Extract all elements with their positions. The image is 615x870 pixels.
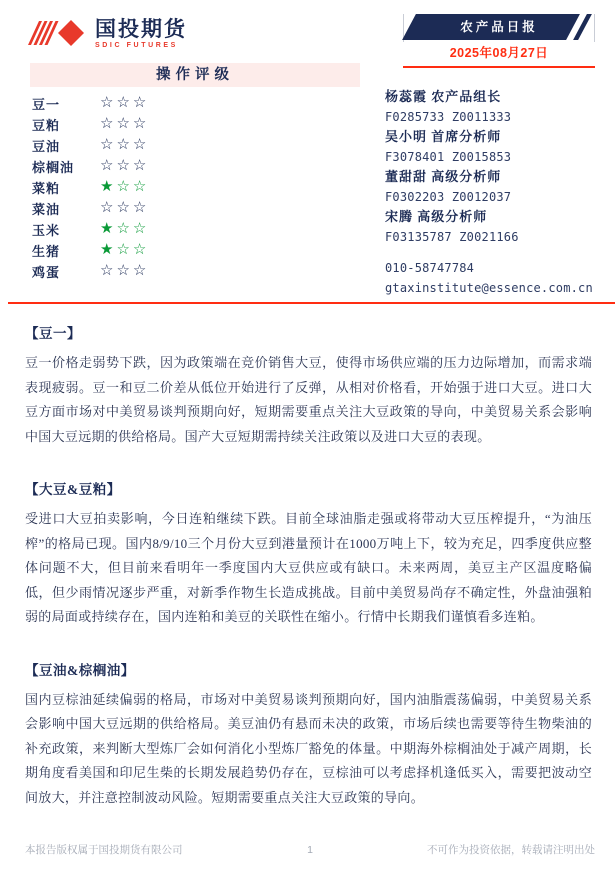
contact-phone: 010-58747784 bbox=[385, 261, 475, 275]
logo-company-name-en: SDIC FUTURES bbox=[95, 41, 178, 49]
rating-commodity-label: 菜粕 bbox=[32, 181, 61, 196]
analysts-panel bbox=[385, 87, 601, 298]
rating-commodity-label: 生猪 bbox=[32, 244, 61, 259]
rating-stars: ★☆☆ bbox=[100, 221, 150, 237]
analyst-license-ids: F3078401 Z0015853 bbox=[385, 150, 512, 164]
logo-mark-icon bbox=[28, 16, 86, 50]
rating-commodity-label: 棕榈油 bbox=[32, 160, 75, 175]
rating-row bbox=[30, 156, 360, 177]
commentary-sections bbox=[25, 322, 592, 839]
brand-logo bbox=[28, 16, 187, 50]
rating-commodity-label: 豆一 bbox=[32, 97, 61, 112]
rating-commodity-label: 鸡蛋 bbox=[32, 265, 61, 280]
analyst-license-ids: F03135787 Z0021166 bbox=[385, 230, 519, 244]
rating-row bbox=[30, 93, 360, 114]
section-body: 受进口大豆拍卖影响，今日连粕继续下跌。目前全球油脂走强或将带动大豆压榨提升，“为油压榨”的格局已现。国内8/9/10三个月份大豆到港量预计在1000万吨上下，较为充足，四季度供应整体问题不大，但目前来看明年一季度国内大豆供应或有缺口。未来两周，美豆主产区温度略偏低，但少雨情况逐步严重，对新季作物生长造成挑战。目前中美贸易尚存不确定性，外盘油强粕弱的局面或持续存在，国内连粕和美豆的关联性在缩小。行情中长期我们谨慎看多连粕。 bbox=[25, 511, 592, 624]
rating-commodity-label: 菜油 bbox=[32, 202, 61, 217]
rating-stars: ☆☆☆ bbox=[100, 200, 150, 216]
footer-disclaimer: 不可作为投资依据，转载请注明出处 bbox=[427, 844, 595, 856]
commentary-section bbox=[25, 659, 592, 811]
header-separator-rule bbox=[8, 302, 615, 304]
analyst-license-ids: F0302203 Z0012037 bbox=[385, 190, 512, 204]
contact-email[interactable]: gtaxinstitute@essence.com.cn bbox=[385, 281, 593, 295]
commentary-section bbox=[25, 322, 592, 449]
section-body: 国内豆棕油延续偏弱的格局，市场对中美贸易谈判预期向好，国内油脂震荡偏弱，中美贸易关系会影响中国大豆远期的供给格局。美豆油仍有悬而未决的政策，市场后续也需要等待生物柴油的补充政策，来判断大型炼厂会如何消化小型炼厂豁免的体量。中期海外棕榈油处于减产周期，长期角度看美国和印尼生柴的长期发展趋势仍存在，豆棕油可以考虑择机逢低买入，需要把波动空间放大，并注意控制波动风险。短期需要重点关注大豆政策的导向。 bbox=[25, 691, 592, 805]
footer-page-number: 1 bbox=[307, 843, 313, 856]
logo-text bbox=[95, 18, 187, 49]
footer-copyright: 本报告版权属于国投期货有限公司 bbox=[25, 844, 183, 856]
rating-commodity-label: 豆粕 bbox=[32, 118, 61, 133]
ratings-list bbox=[30, 93, 360, 282]
analyst-name-title: 董甜甜 高级分析师 bbox=[385, 169, 502, 184]
analyst-name-title: 宋腾 高级分析师 bbox=[385, 209, 488, 224]
contact-spacer bbox=[385, 247, 601, 258]
report-header bbox=[403, 14, 595, 68]
section-title: 【大豆&豆粕】 bbox=[25, 482, 121, 497]
rating-row bbox=[30, 114, 360, 135]
rating-row bbox=[30, 135, 360, 156]
rating-commodity-label: 玉米 bbox=[32, 223, 61, 238]
section-title: 【豆一】 bbox=[25, 326, 81, 341]
logo-company-name: 国投期货 bbox=[95, 17, 187, 41]
rating-row bbox=[30, 219, 360, 240]
rating-row bbox=[30, 177, 360, 198]
analyst-name-title: 吴小明 首席分析师 bbox=[385, 129, 502, 144]
rating-commodity-label: 豆油 bbox=[32, 139, 61, 154]
rating-stars: ☆☆☆ bbox=[100, 95, 150, 111]
rating-stars: ☆☆☆ bbox=[100, 137, 150, 153]
section-body: 豆一价格走弱势下跌，因为政策端在竞价销售大豆，使得市场供应端的压力边际增加，而需求端表现疲弱。豆一和豆二价差从低位开始进行了反弹，从相对价格看，开始强于进口大豆。进口大豆方面市场对中美贸易谈判预期向好，短期需要重点关注大豆政策的导向，中美贸易关系会影响中国大豆远期的供给格局。国产大豆短期需持续关注政策以及进口大豆的表现。 bbox=[25, 355, 592, 444]
rating-stars: ☆☆☆ bbox=[100, 116, 150, 132]
report-date: 2025年08月27日 bbox=[403, 45, 595, 68]
rating-stars: ★☆☆ bbox=[100, 242, 150, 258]
ratings-panel bbox=[30, 63, 360, 282]
ratings-panel-title: 操作评级 bbox=[30, 63, 360, 87]
analyst-license-ids: F0285733 Z0011333 bbox=[385, 110, 512, 124]
commentary-section bbox=[25, 478, 592, 630]
rating-row bbox=[30, 240, 360, 261]
analyst-name-title: 杨蕊霞 农产品组长 bbox=[385, 89, 502, 104]
report-title: 农产品日报 bbox=[460, 20, 538, 34]
rating-stars: ☆☆☆ bbox=[100, 263, 150, 279]
section-title: 【豆油&棕榈油】 bbox=[25, 662, 135, 678]
report-title-banner bbox=[403, 14, 595, 40]
page-footer bbox=[25, 842, 595, 857]
rating-stars: ★☆☆ bbox=[100, 179, 150, 195]
rating-row bbox=[30, 261, 360, 282]
rating-stars: ☆☆☆ bbox=[100, 158, 150, 174]
rating-row bbox=[30, 198, 360, 219]
